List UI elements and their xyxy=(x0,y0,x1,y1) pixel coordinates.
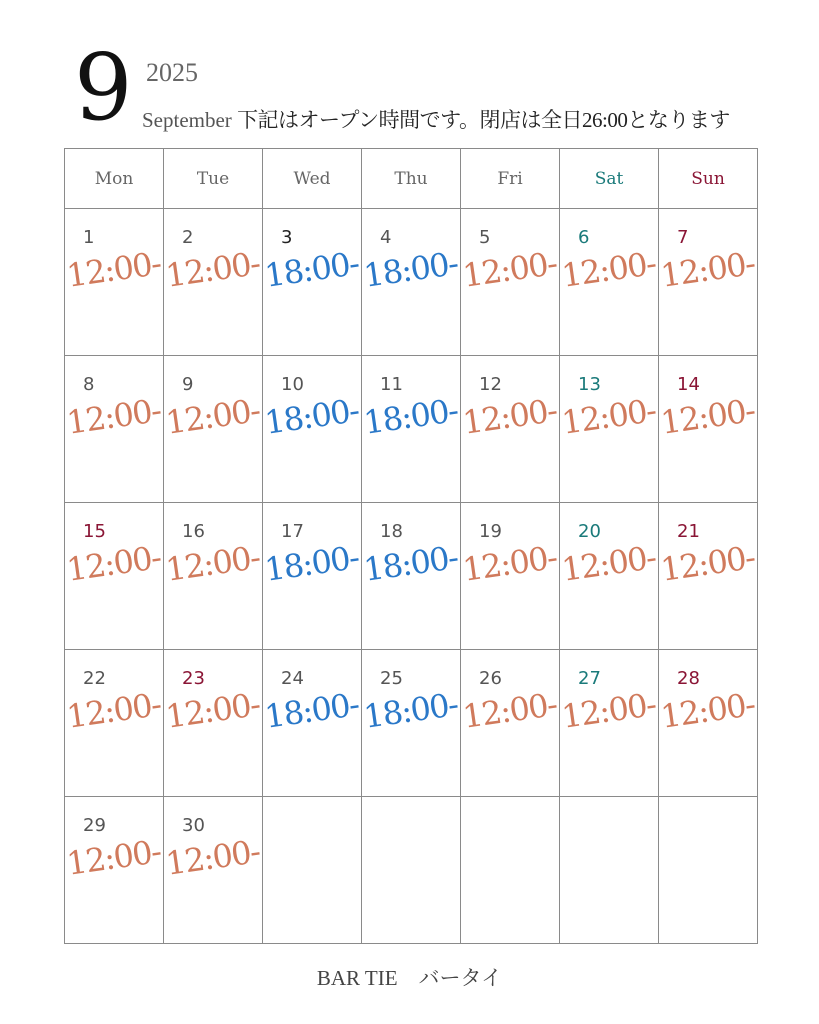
empty-day-cell xyxy=(362,797,461,944)
day-number: 7 xyxy=(677,227,689,248)
empty-day-cell xyxy=(560,797,659,944)
opening-time: 18:00- xyxy=(262,391,361,442)
opening-time: 18:00- xyxy=(262,244,361,295)
day-cell xyxy=(362,503,461,650)
day-cell xyxy=(65,356,164,503)
weekday-header-tue: Tue xyxy=(164,149,263,209)
day-number: 28 xyxy=(677,668,700,689)
day-number: 18 xyxy=(380,521,403,542)
weekday-header-sat: Sat xyxy=(560,149,659,209)
day-cell xyxy=(164,650,263,797)
day-number: 24 xyxy=(281,668,304,689)
day-number: 2 xyxy=(182,227,194,248)
day-cell xyxy=(164,503,263,650)
hours-note: 下記はオープン時間です。閉店は全日26:00となります xyxy=(237,108,730,132)
opening-time: 12:00- xyxy=(163,832,262,883)
day-number: 30 xyxy=(182,815,205,836)
subtitle xyxy=(142,104,730,134)
opening-time: 12:00- xyxy=(559,538,658,589)
calendar-grid xyxy=(64,148,758,944)
day-cell xyxy=(65,503,164,650)
opening-time: 12:00- xyxy=(64,538,163,589)
day-cell xyxy=(659,503,758,650)
opening-time: 12:00- xyxy=(460,538,559,589)
day-cell xyxy=(362,209,461,356)
day-number: 20 xyxy=(578,521,601,542)
day-cell xyxy=(461,650,560,797)
opening-time: 18:00- xyxy=(262,538,361,589)
opening-time: 12:00- xyxy=(64,391,163,442)
day-number: 3 xyxy=(281,227,293,248)
opening-time: 18:00- xyxy=(361,538,460,589)
day-cell xyxy=(461,356,560,503)
day-cell xyxy=(65,209,164,356)
opening-time: 18:00- xyxy=(361,244,460,295)
day-cell xyxy=(461,503,560,650)
weekday-header-sun: Sun xyxy=(659,149,758,209)
day-cell xyxy=(362,650,461,797)
opening-time: 12:00- xyxy=(163,685,262,736)
day-number: 23 xyxy=(182,668,205,689)
day-number: 8 xyxy=(83,374,95,395)
opening-time: 12:00- xyxy=(460,391,559,442)
opening-time: 12:00- xyxy=(658,391,757,442)
day-cell xyxy=(560,503,659,650)
day-cell xyxy=(164,209,263,356)
month-name: September xyxy=(142,108,232,132)
day-cell xyxy=(164,356,263,503)
day-number: 6 xyxy=(578,227,590,248)
weekday-header-fri: Fri xyxy=(461,149,560,209)
day-number: 5 xyxy=(479,227,491,248)
day-number: 15 xyxy=(83,521,106,542)
day-cell xyxy=(263,209,362,356)
empty-day-cell xyxy=(461,797,560,944)
opening-time: 12:00- xyxy=(460,244,559,295)
day-number: 13 xyxy=(578,374,601,395)
opening-time: 12:00- xyxy=(658,685,757,736)
day-number: 17 xyxy=(281,521,304,542)
opening-time: 12:00- xyxy=(64,832,163,883)
opening-time: 12:00- xyxy=(64,244,163,295)
day-number: 1 xyxy=(83,227,95,248)
day-cell xyxy=(263,650,362,797)
empty-day-cell xyxy=(263,797,362,944)
day-number: 29 xyxy=(83,815,106,836)
day-cell xyxy=(560,356,659,503)
day-cell xyxy=(461,209,560,356)
day-number: 19 xyxy=(479,521,502,542)
opening-time: 12:00- xyxy=(163,538,262,589)
weekday-header-wed: Wed xyxy=(263,149,362,209)
opening-time: 18:00- xyxy=(361,685,460,736)
day-number: 16 xyxy=(182,521,205,542)
opening-time: 12:00- xyxy=(658,538,757,589)
day-cell xyxy=(659,356,758,503)
day-number: 4 xyxy=(380,227,392,248)
day-cell xyxy=(263,356,362,503)
day-number: 25 xyxy=(380,668,403,689)
day-number: 22 xyxy=(83,668,106,689)
day-number: 12 xyxy=(479,374,502,395)
opening-time: 12:00- xyxy=(559,685,658,736)
day-cell xyxy=(65,650,164,797)
day-cell xyxy=(659,209,758,356)
month-number: 9 xyxy=(74,34,133,141)
day-number: 11 xyxy=(380,374,403,395)
day-cell xyxy=(263,503,362,650)
shop-name: BAR TIE バータイ xyxy=(316,966,503,990)
year-label: 2025 xyxy=(146,58,198,87)
day-number: 21 xyxy=(677,521,700,542)
day-cell xyxy=(659,650,758,797)
opening-time: 12:00- xyxy=(163,391,262,442)
opening-time: 12:00- xyxy=(64,685,163,736)
empty-day-cell xyxy=(659,797,758,944)
day-cell xyxy=(65,797,164,944)
day-number: 10 xyxy=(281,374,304,395)
opening-time: 18:00- xyxy=(361,391,460,442)
opening-time: 12:00- xyxy=(163,244,262,295)
day-number: 9 xyxy=(182,374,194,395)
day-cell xyxy=(560,650,659,797)
day-number: 26 xyxy=(479,668,502,689)
opening-time: 12:00- xyxy=(460,685,559,736)
day-cell xyxy=(560,209,659,356)
weekday-header-thu: Thu xyxy=(362,149,461,209)
day-cell xyxy=(164,797,263,944)
weekday-header-mon: Mon xyxy=(65,149,164,209)
opening-time: 12:00- xyxy=(559,391,658,442)
day-number: 14 xyxy=(677,374,700,395)
day-cell xyxy=(362,356,461,503)
day-number: 27 xyxy=(578,668,601,689)
opening-time: 18:00- xyxy=(262,685,361,736)
opening-time: 12:00- xyxy=(658,244,757,295)
opening-time: 12:00- xyxy=(559,244,658,295)
